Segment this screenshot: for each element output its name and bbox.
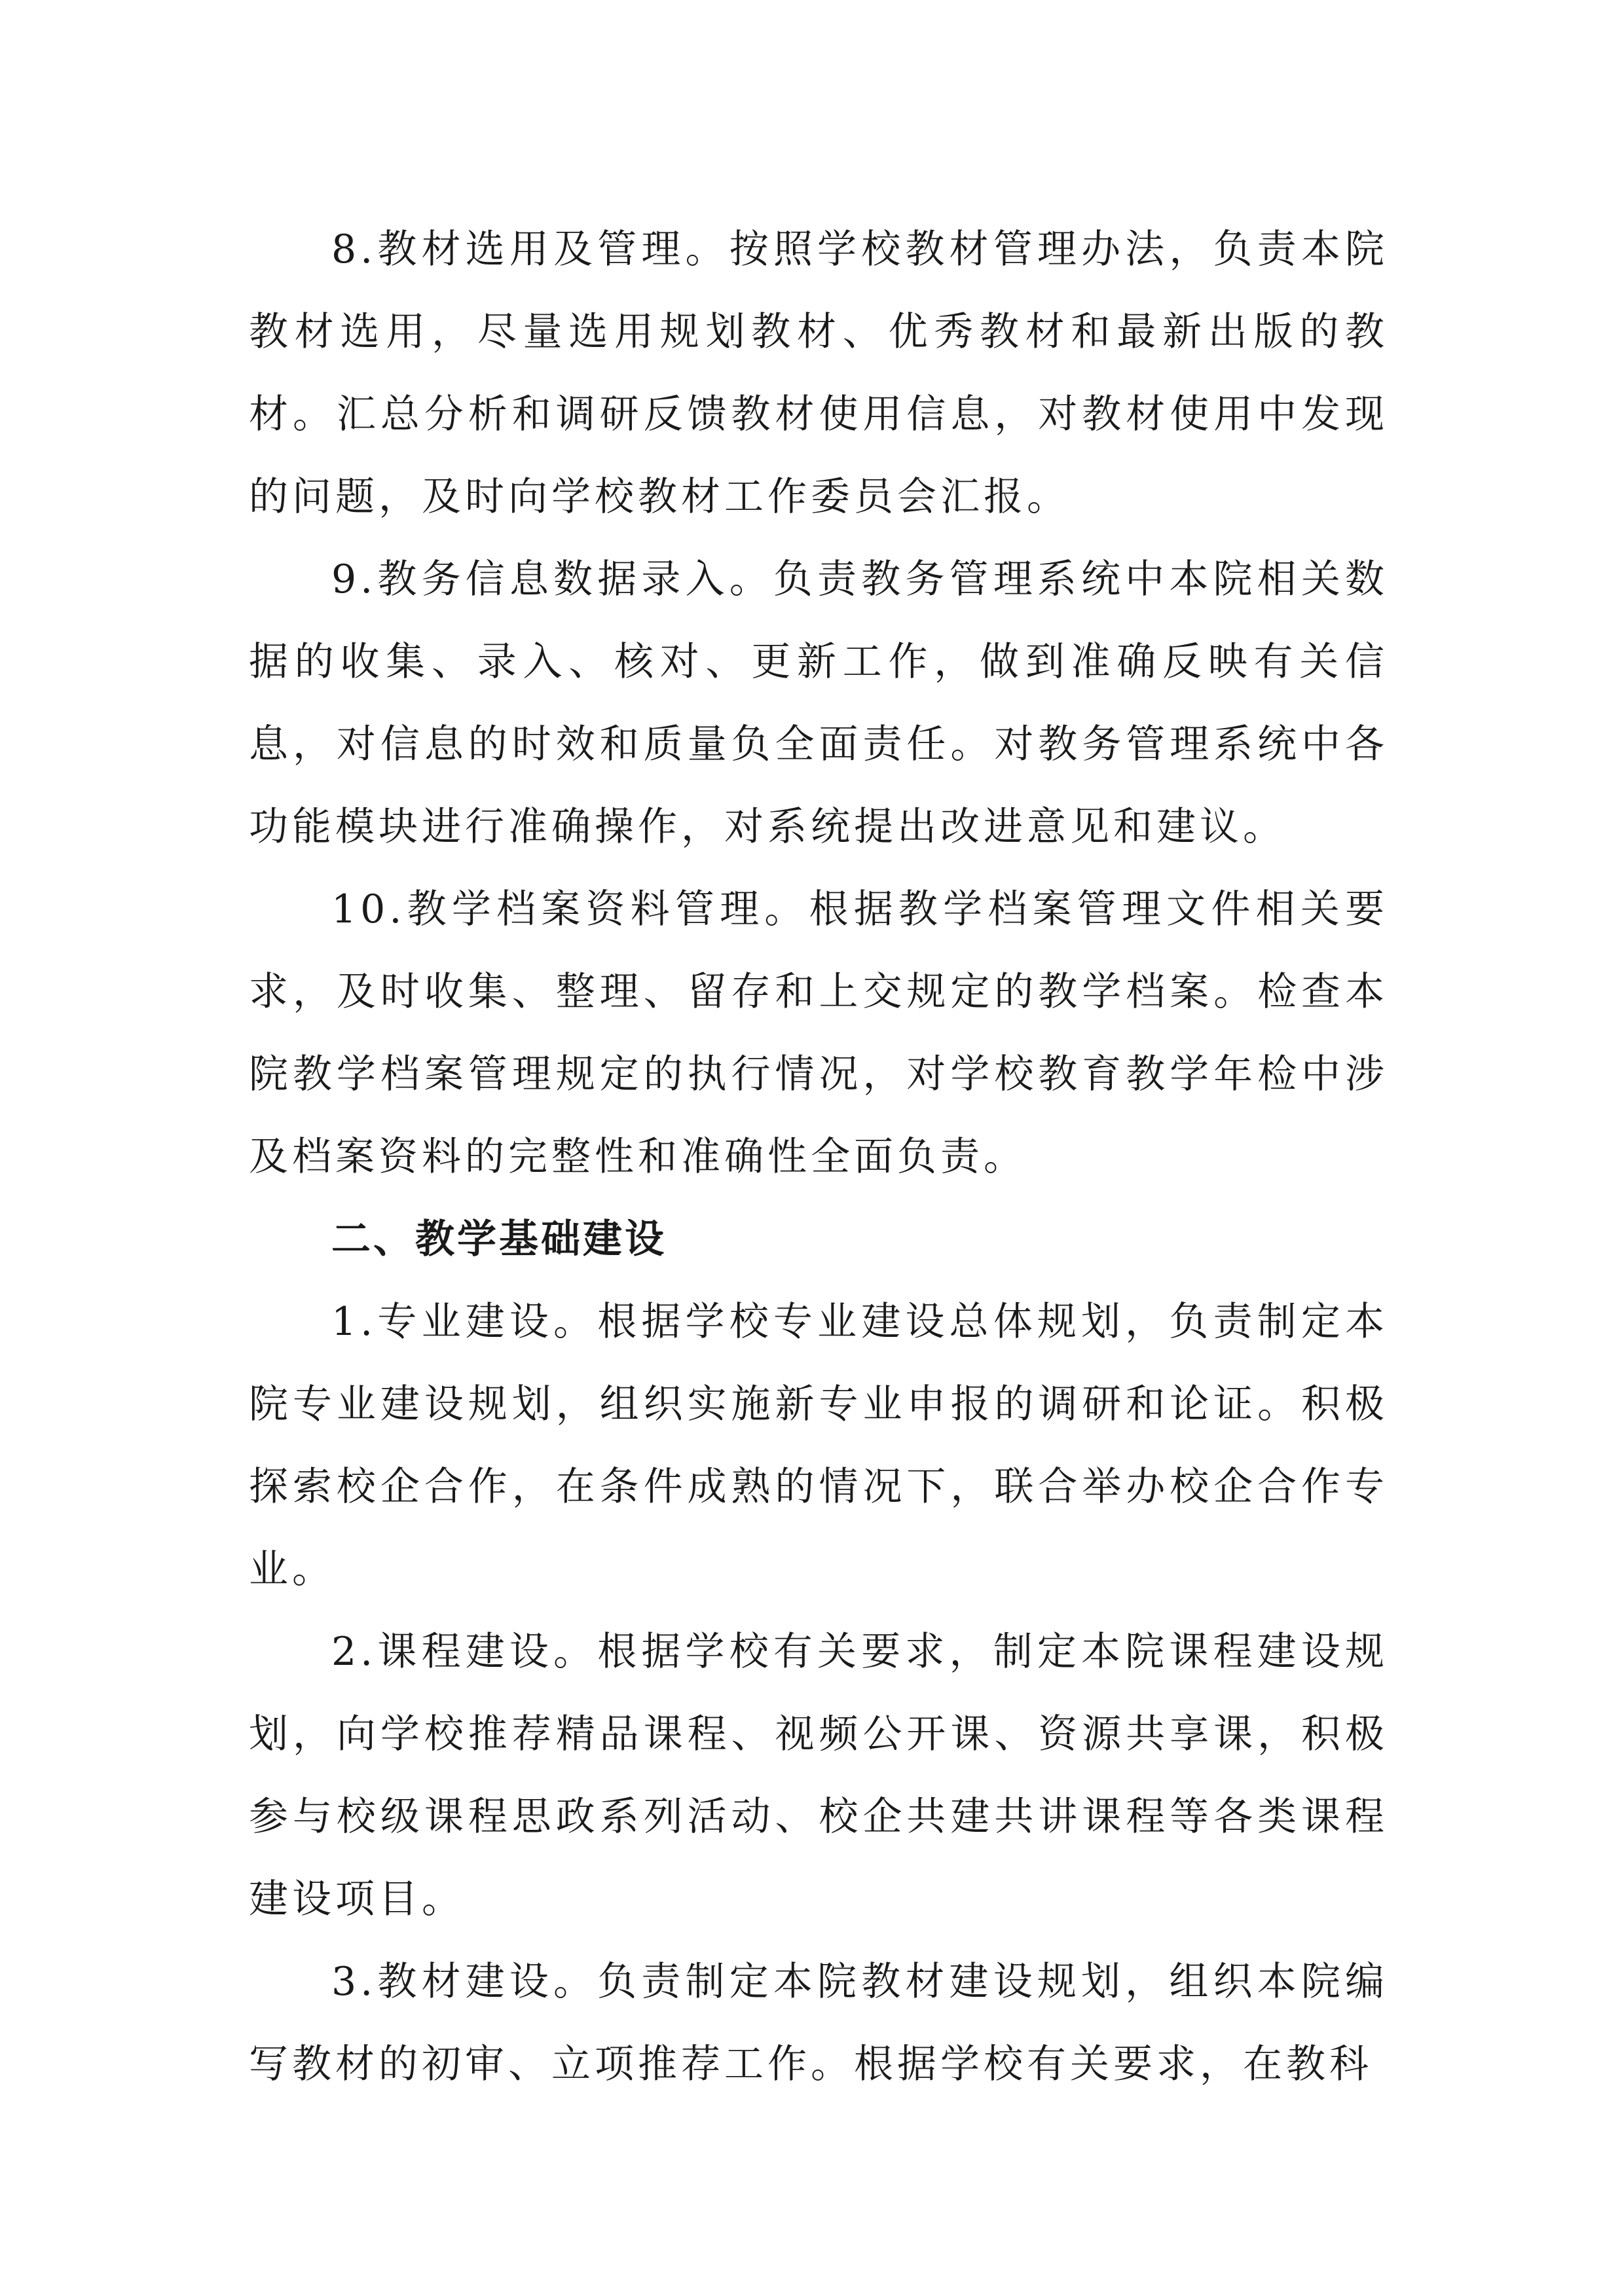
- section-heading-teaching-infrastructure: 二、教学基础建设: [331, 1216, 667, 1262]
- paragraph-teaching-archives: 10.教学档案资料管理。根据教学档案管理文件相关要求，及时收集、整理、留存和上交规定的教学档案。检查本院教学档案管理规定的执行情况，对学校教育教学年检中涉及档案资料的完整性和准确性全面负责。: [249, 886, 1388, 1180]
- paragraph-textbook-construction: 3.教材建设。负责制定本院教材建设规划，组织本院编写教材的初审、立项推荐工作。根据学校有关要求，在教科: [249, 1959, 1388, 2087]
- paragraph-textbook-selection: 8.教材选用及管理。按照学校教材管理办法，负责本院教材选用，尽量选用规划教材、优秀教材和最新出版的教材。汇总分析和调研反馈教材使用信息，对教材使用中发现的问题，及时向学校教材工作委员会汇报。: [249, 227, 1388, 520]
- paragraph-course-construction: 2.课程建设。根据学校有关要求，制定本院课程建设规划，向学校推荐精品课程、视频公开课、资源共享课，积极参与校级课程思政系列活动、校企共建共讲课程等各类课程建设项目。: [249, 1629, 1388, 1922]
- paragraph-academic-data-entry: 9.教务信息数据录入。负责教务管理系统中本院相关数据的收集、录入、核对、更新工作，做到准确反映有关信息，对信息的时效和质量负全面责任。对教务管理系统中各功能模块进行准确操作，对系统提出改进意见和建议。: [249, 556, 1388, 850]
- document-body: [249, 208, 1388, 2105]
- paragraph-major-construction: 1.专业建设。根据学校专业建设总体规划，负责制定本院专业建设规划，组织实施新专业申报的调研和论证。积极探索校企合作，在条件成熟的情况下，联合举办校企合作专业。: [249, 1299, 1388, 1592]
